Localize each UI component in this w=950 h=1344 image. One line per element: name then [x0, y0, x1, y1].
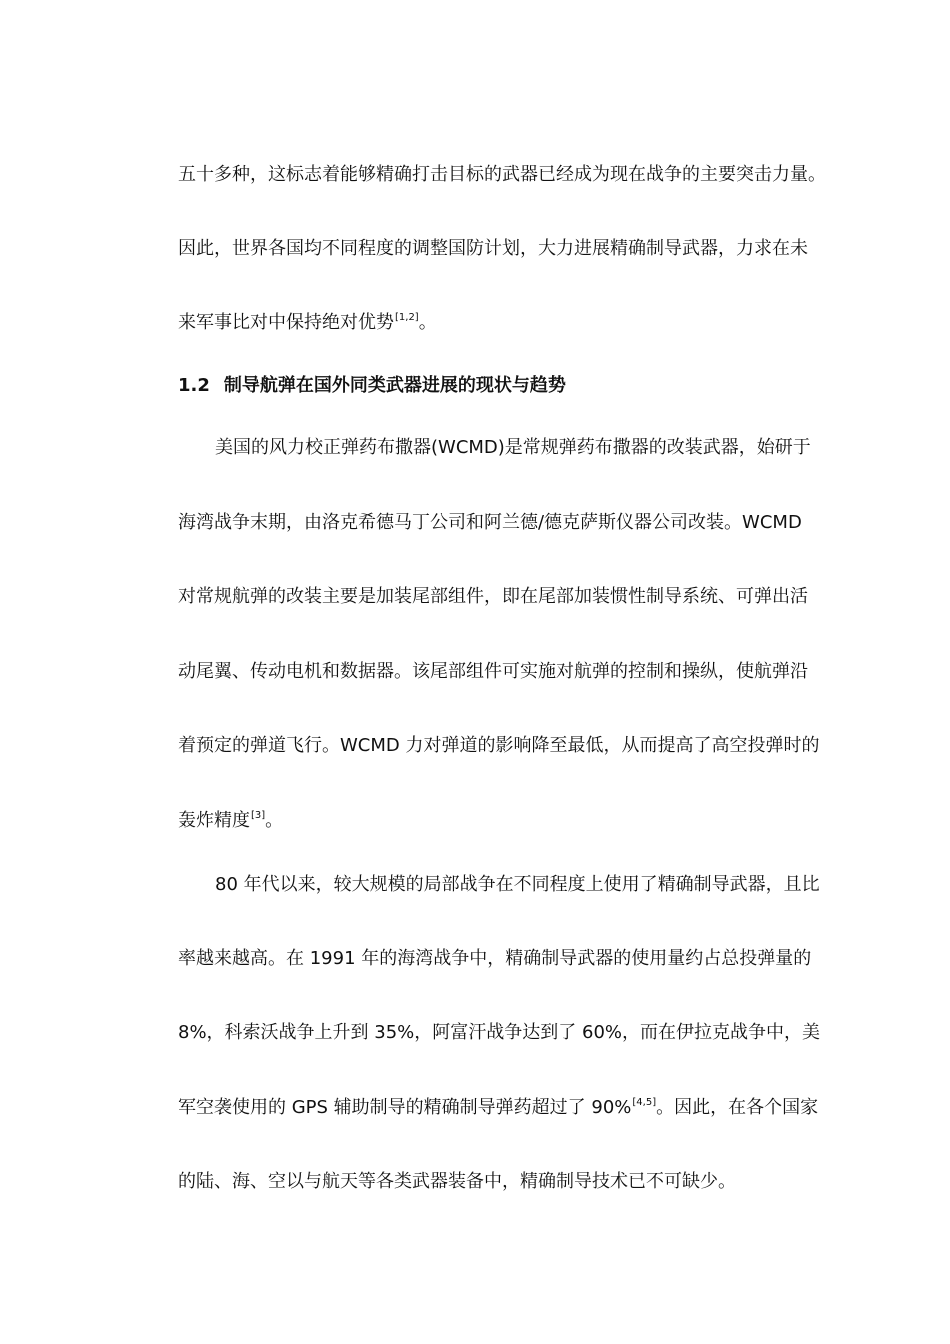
intro-line-3 [178, 310, 878, 336]
para1-line-6-end: 。 [265, 810, 284, 831]
citation-1-2: [1,2] [395, 312, 419, 323]
para1-line-4: 动尾翼、传动电机和数据器。该尾部组件可实施对航弹的控制和操纵，使航弹沿 [178, 661, 808, 682]
para1-line-1: 美国的风力校正弹药布撒器(WCMD)是常规弹药布撒器的改装武器，始研于 [215, 437, 811, 458]
para2-line-2: 率越来越高。在 1991 年的海湾战争中，精确制导武器的使用量约占总投弹量的 [178, 948, 812, 969]
para1-line-3: 对常规航弹的改装主要是加装尾部组件，即在尾部加装惯性制导系统、可弹出活 [178, 586, 808, 607]
para2-line-3: 8%，科索沃战争上升到 35%，阿富汗战争达到了 60%，而在伊拉克战争中，美 [178, 1022, 821, 1043]
intro-line-3-text: 来军事比对中保持绝对优势 [178, 312, 394, 333]
intro-line-3-end: 。 [418, 312, 437, 333]
para2-line-4-end: 。因此，在各个国家 [656, 1097, 819, 1118]
intro-line-1: 五十多种，这标志着能够精确打击目标的武器已经成为现在战争的主要突击力量。 [178, 164, 826, 185]
citation-3: [3] [251, 810, 266, 821]
para2-line-4 [178, 1095, 878, 1121]
para1-line-2: 海湾战争末期，由洛克希德马丁公司和阿兰德/德克萨斯仪器公司改装。WCMD [178, 512, 802, 533]
para1-line-6-text: 轰炸精度 [178, 810, 250, 831]
section-title: 制导航弹在国外同类武器进展的现状与趋势 [223, 375, 566, 396]
intro-line-2: 因此，世界各国均不同程度的调整国防计划，大力进展精确制导武器，力求在未 [178, 238, 808, 259]
para2-line-5: 的陆、海、空以与航天等各类武器装备中，精确制导技术已不可缺少。 [178, 1171, 736, 1192]
para2-line-4-text: 军空袭使用的 GPS 辅助制导的精确制导弹药超过了 90% [178, 1097, 632, 1118]
section-heading [178, 373, 566, 399]
para1-line-5: 着预定的弹道飞行。WCMD 力对弹道的影响降至最低，从而提高了高空投弹时的 [178, 735, 820, 756]
citation-4-5: [4,5] [632, 1097, 657, 1108]
para1-line-6 [178, 808, 878, 834]
para2-line-1: 80 年代以来，较大规模的局部战争在不同程度上使用了精确制导武器，且比 [215, 874, 820, 895]
section-number: 1.2 [178, 375, 210, 396]
